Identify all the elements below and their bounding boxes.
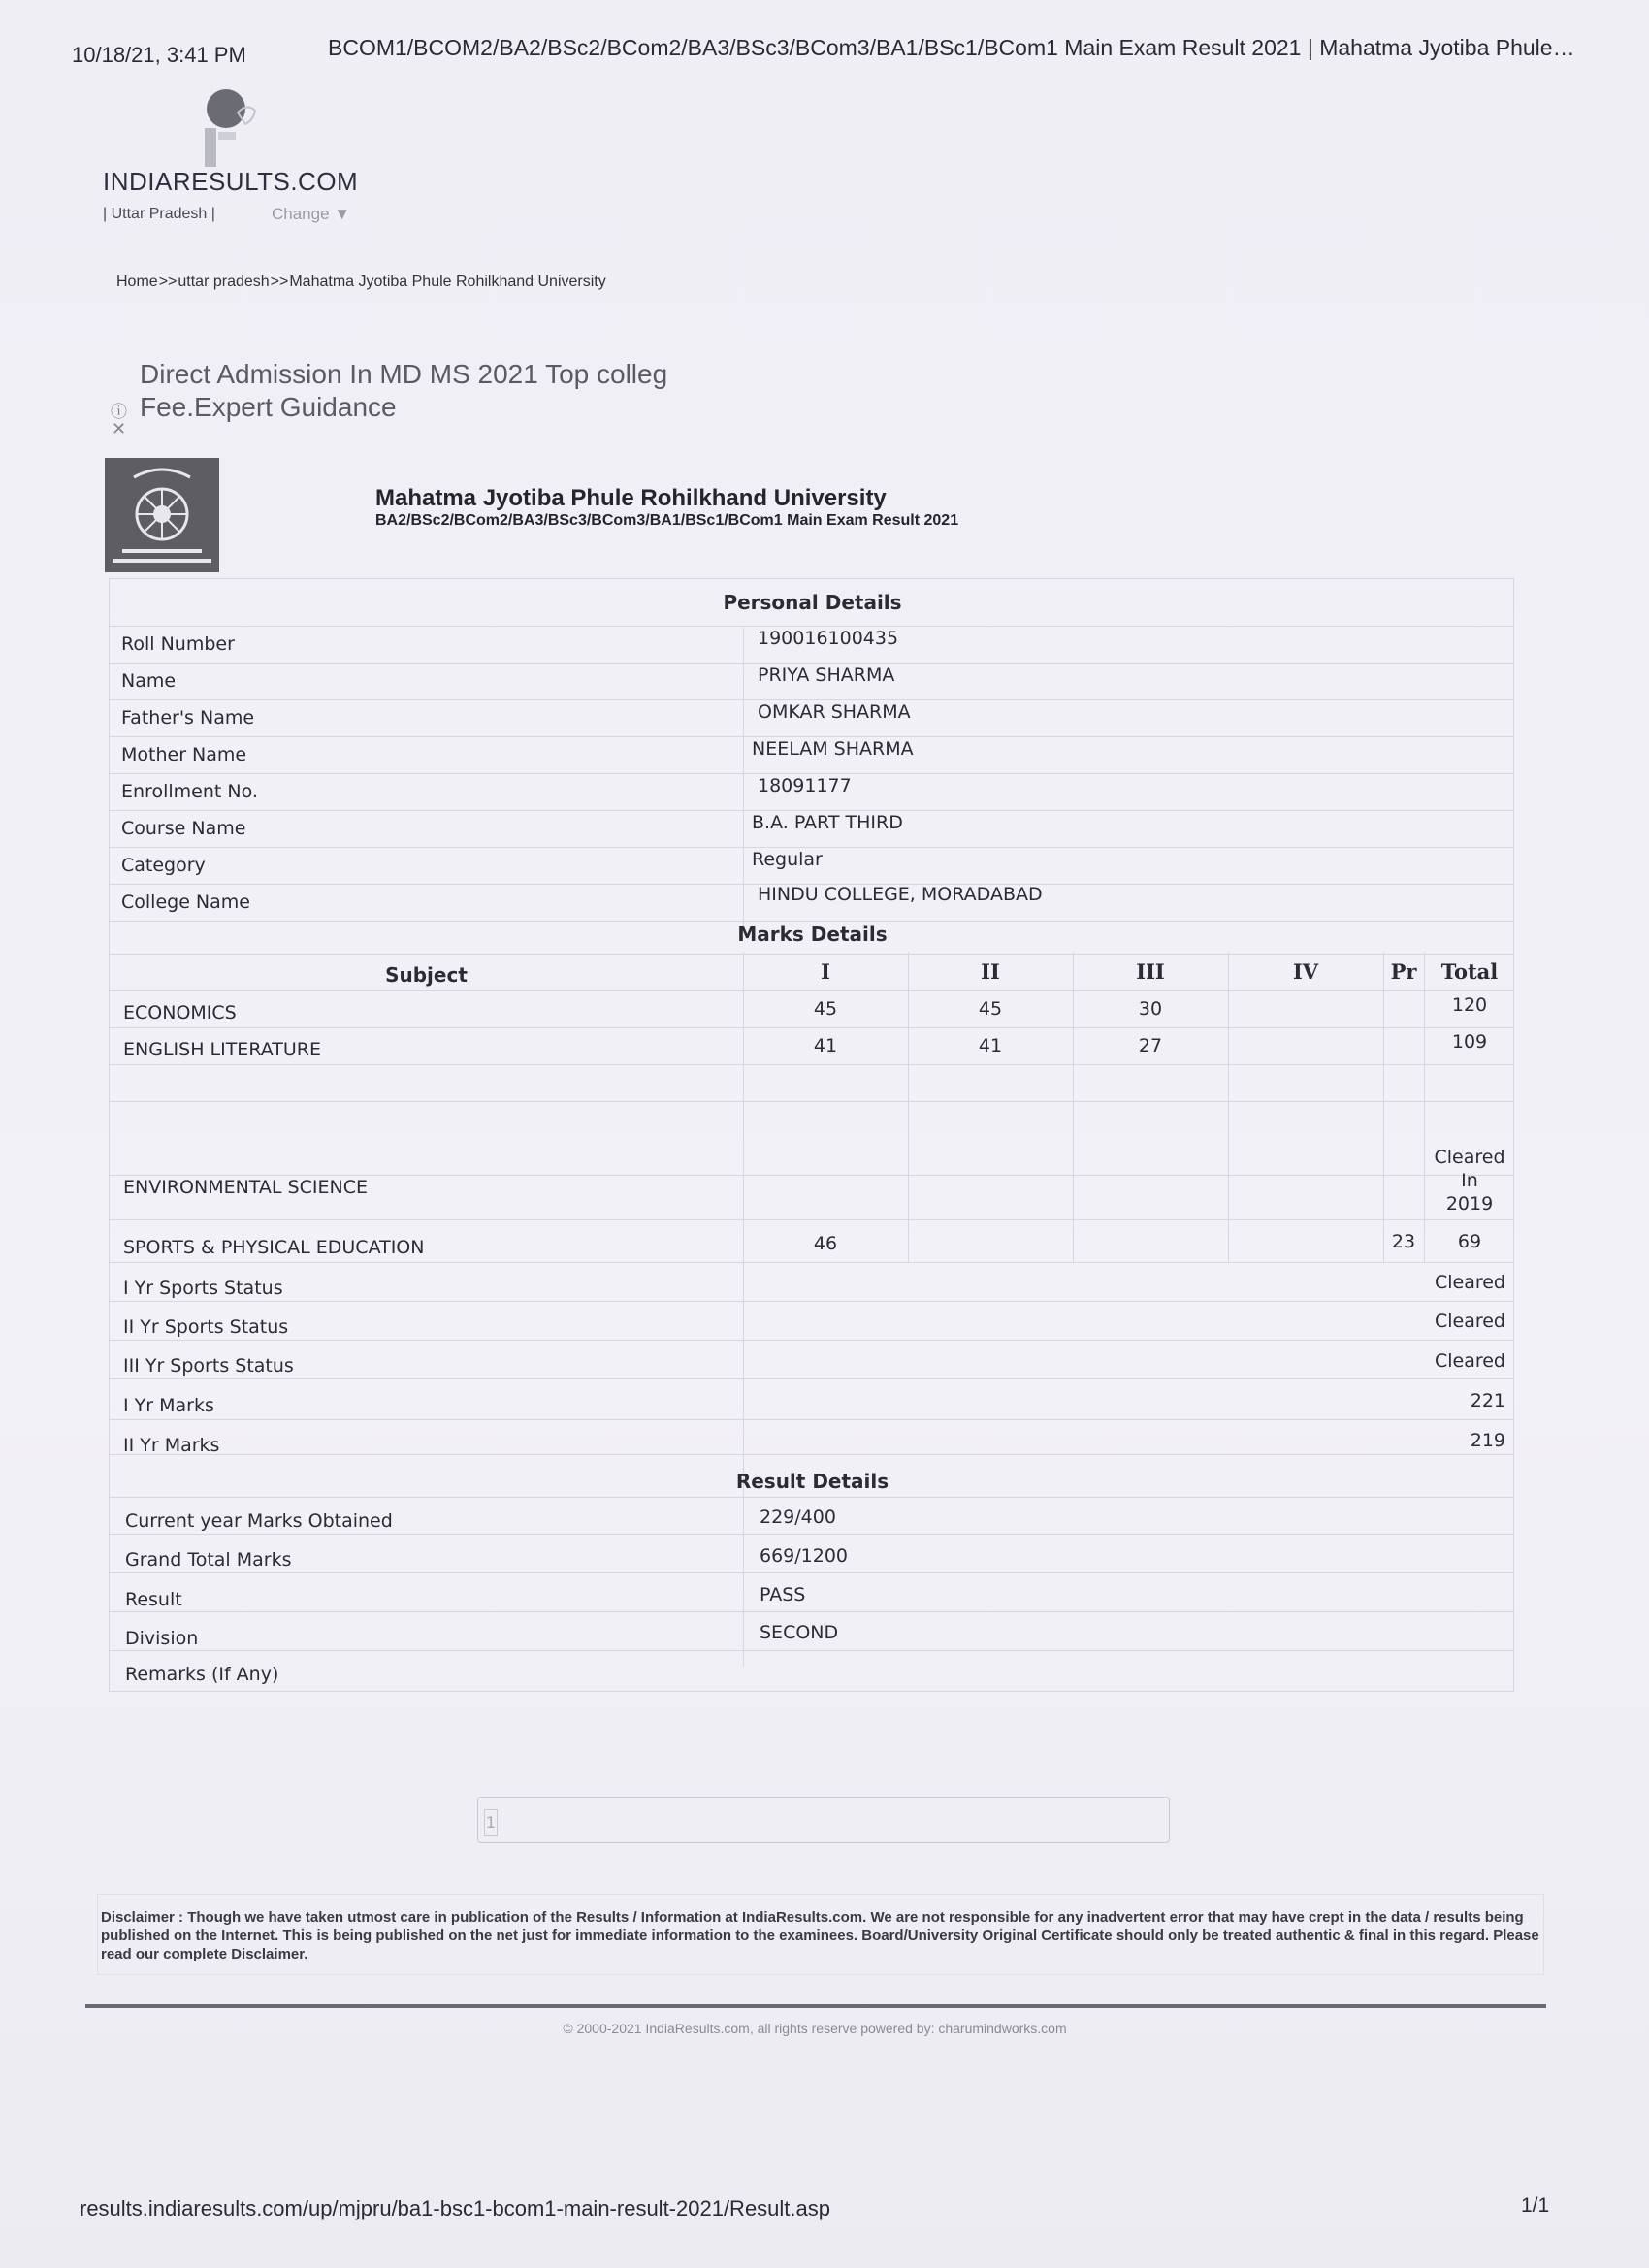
grid-line [110, 1497, 1513, 1498]
subject-english-literature: ENGLISH LITERATURE [123, 1039, 321, 1060]
personal-details-title: Personal Details [723, 591, 902, 614]
grid-line [110, 1064, 1513, 1065]
university-name: Mahatma Jyotiba Phule Rohilkhand University [375, 485, 887, 511]
university-seal-icon [105, 458, 219, 572]
grid-line [743, 953, 744, 1667]
column-header-iii: III [1136, 959, 1165, 984]
env-status-line: In [1461, 1170, 1478, 1191]
grid-line [110, 663, 1513, 664]
label-father-name: Father's Name [121, 707, 255, 729]
ad-headline[interactable]: Direct Admission In MD MS 2021 Top colleg [140, 359, 668, 389]
grid-line [110, 921, 1513, 922]
breadcrumb-university[interactable]: Mahatma Jyotiba Phule Rohilkhand University [289, 274, 606, 290]
value-current-year-marks: 229/400 [760, 1507, 836, 1528]
grid-line [110, 1378, 1513, 1379]
value-ii-yr-marks: 219 [1470, 1430, 1505, 1451]
print-datetime: 10/18/21, 3:41 PM [72, 43, 246, 67]
column-header-subject: Subject [385, 963, 468, 987]
marks-cell: 45 [978, 998, 1003, 1020]
copyright-text: © 2000-2021 IndiaResults.com, all rights reserve powered by: charumindworks.com [563, 2021, 1067, 2036]
exam-title: BA2/BSc2/BCom2/BA3/BSc3/BCom3/BA1/BSc1/BCom1 Main Exam Result 2021 [375, 512, 959, 529]
region-label: | Uttar Pradesh | [103, 206, 215, 222]
breadcrumb-separator: >> [270, 274, 289, 290]
disclaimer-box [97, 1894, 1544, 1975]
grid-line [110, 810, 1513, 811]
subject-environmental-science: ENVIRONMENTAL SCIENCE [123, 1177, 368, 1198]
env-status-line: Cleared [1434, 1147, 1505, 1168]
label-ii-yr-sports-status: II Yr Sports Status [123, 1316, 289, 1338]
label-current-year-marks: Current year Marks Obtained [125, 1510, 393, 1532]
label-college-name: College Name [121, 891, 250, 913]
print-footer-url: results.indiaresults.com/up/mjpru/ba1-bsc1-bcom1-main-result-2021/Result.asp [80, 2196, 830, 2220]
close-icon[interactable]: ✕ [112, 419, 127, 439]
site-logo-text[interactable]: INDIARESULTS.COM [103, 167, 359, 196]
grid-line [110, 1027, 1513, 1028]
label-iii-yr-sports-status: III Yr Sports Status [123, 1355, 294, 1377]
value-name: PRIYA SHARMA [758, 664, 895, 686]
grid-line [110, 1175, 1513, 1176]
grid-line [110, 1419, 1513, 1420]
grid-line [110, 1454, 1513, 1455]
value-category: Regular [752, 849, 823, 870]
print-page-number: 1/1 [1521, 2194, 1550, 2217]
marks-cell: 41 [813, 1035, 838, 1056]
grid-line [110, 1650, 1513, 1651]
label-roll-number: Roll Number [121, 633, 235, 655]
grid-line [110, 847, 1513, 848]
change-region-link[interactable]: Change ▼ [272, 205, 351, 223]
column-header-total: Total [1440, 959, 1499, 984]
value-college-name: HINDU COLLEGE, MORADABAD [758, 884, 1043, 905]
disclaimer-text: Disclaimer : Though we have taken utmost care in publication of the Results / Information at IndiaResults.com. We are not responsible for any inadvertent error that may have crept in the data / results being published on the Internet. This is being published on the net just for immediate information to the examinees. Board/University Original Certificate should only be treated authentic & final in this regard. Please read our complete Disclaimer. [101, 1909, 1539, 1962]
marks-cell: 27 [1138, 1035, 1163, 1056]
marks-cell: 23 [1391, 1231, 1416, 1252]
grid-line [110, 699, 1513, 700]
subject-sports-physical-education: SPORTS & PHYSICAL EDUCATION [123, 1237, 425, 1258]
grid-line [743, 628, 744, 930]
value-i-yr-sports-status: Cleared [1434, 1272, 1505, 1293]
grid-line [110, 1301, 1513, 1302]
grid-line [110, 1262, 1513, 1263]
pagination-box[interactable] [477, 1797, 1170, 1843]
column-header-i: I [821, 959, 830, 984]
value-division: SECOND [760, 1622, 839, 1643]
value-roll-number: 190016100435 [758, 628, 899, 649]
info-icon[interactable]: ⓘ [111, 403, 127, 422]
result-table [109, 578, 1514, 1692]
value-i-yr-marks: 221 [1470, 1390, 1505, 1411]
grid-line [110, 954, 1513, 955]
value-enrollment-no: 18091177 [758, 775, 852, 796]
column-header-iv: IV [1292, 959, 1319, 984]
value-father-name: OMKAR SHARMA [758, 701, 911, 723]
grid-line [110, 773, 1513, 774]
value-result: PASS [760, 1584, 806, 1605]
grid-line [110, 1101, 1513, 1102]
footer-divider [85, 2004, 1546, 2008]
value-iii-yr-sports-status: Cleared [1434, 1350, 1505, 1372]
label-i-yr-marks: I Yr Marks [123, 1395, 214, 1416]
result-details-title: Result Details [735, 1470, 889, 1493]
label-mother-name: Mother Name [121, 744, 247, 765]
value-ii-yr-sports-status: Cleared [1434, 1311, 1505, 1332]
value-course-name: B.A. PART THIRD [752, 812, 903, 833]
label-course-name: Course Name [121, 818, 246, 839]
label-grand-total-marks: Grand Total Marks [125, 1549, 292, 1571]
label-category: Category [121, 855, 206, 876]
label-division: Division [125, 1628, 199, 1649]
ad-subline[interactable]: Fee.Expert Guidance [140, 392, 397, 422]
marks-cell: 46 [813, 1233, 838, 1254]
grid-line [110, 1340, 1513, 1341]
breadcrumb-home[interactable]: Home [116, 274, 158, 290]
breadcrumb-separator: >> [158, 274, 178, 290]
grid-line [1383, 952, 1384, 1262]
label-name: Name [121, 670, 177, 692]
grid-line [110, 1219, 1513, 1220]
label-i-yr-sports-status: I Yr Sports Status [123, 1278, 283, 1299]
grid-line [110, 1534, 1513, 1535]
label-result: Result [125, 1589, 182, 1610]
indiaresults-logo-icon[interactable] [199, 85, 257, 175]
grid-line [110, 1572, 1513, 1573]
marks-details-title: Marks Details [737, 923, 888, 946]
value-grand-total-marks: 669/1200 [760, 1545, 849, 1567]
label-ii-yr-marks: II Yr Marks [123, 1435, 220, 1456]
env-status [1424, 1146, 1515, 1215]
grid-line [1228, 952, 1229, 1262]
column-header-ii: II [981, 959, 1000, 984]
page-number-input[interactable]: 1 [484, 1809, 498, 1836]
grid-line [110, 736, 1513, 737]
grid-line [110, 626, 1513, 627]
grid-line [110, 1611, 1513, 1612]
value-mother-name: NEELAM SHARMA [752, 738, 914, 760]
subject-economics: ECONOMICS [123, 1002, 237, 1023]
breadcrumb-state[interactable]: uttar pradesh [178, 274, 270, 290]
column-header-pr: Pr [1390, 959, 1417, 984]
marks-cell: 45 [813, 998, 838, 1020]
label-remarks: Remarks (If Any) [125, 1664, 279, 1685]
marks-cell: 30 [1138, 998, 1163, 1020]
label-enrollment-no: Enrollment No. [121, 781, 258, 802]
env-status-line: 2019 [1445, 1193, 1494, 1215]
marks-cell: 41 [978, 1035, 1003, 1056]
print-page-title: BCOM1/BCOM2/BA2/BSc2/BCom2/BA3/BSc3/BCom3/BA1/BSc1/BCom1 Main Exam Result 2021 | Mahatma Jyotiba Phule… [328, 35, 1575, 60]
total-cell: 120 [1451, 994, 1488, 1016]
grid-line [110, 990, 1513, 991]
total-cell: 69 [1457, 1231, 1482, 1252]
total-cell: 109 [1451, 1031, 1488, 1053]
breadcrumb [116, 274, 606, 291]
